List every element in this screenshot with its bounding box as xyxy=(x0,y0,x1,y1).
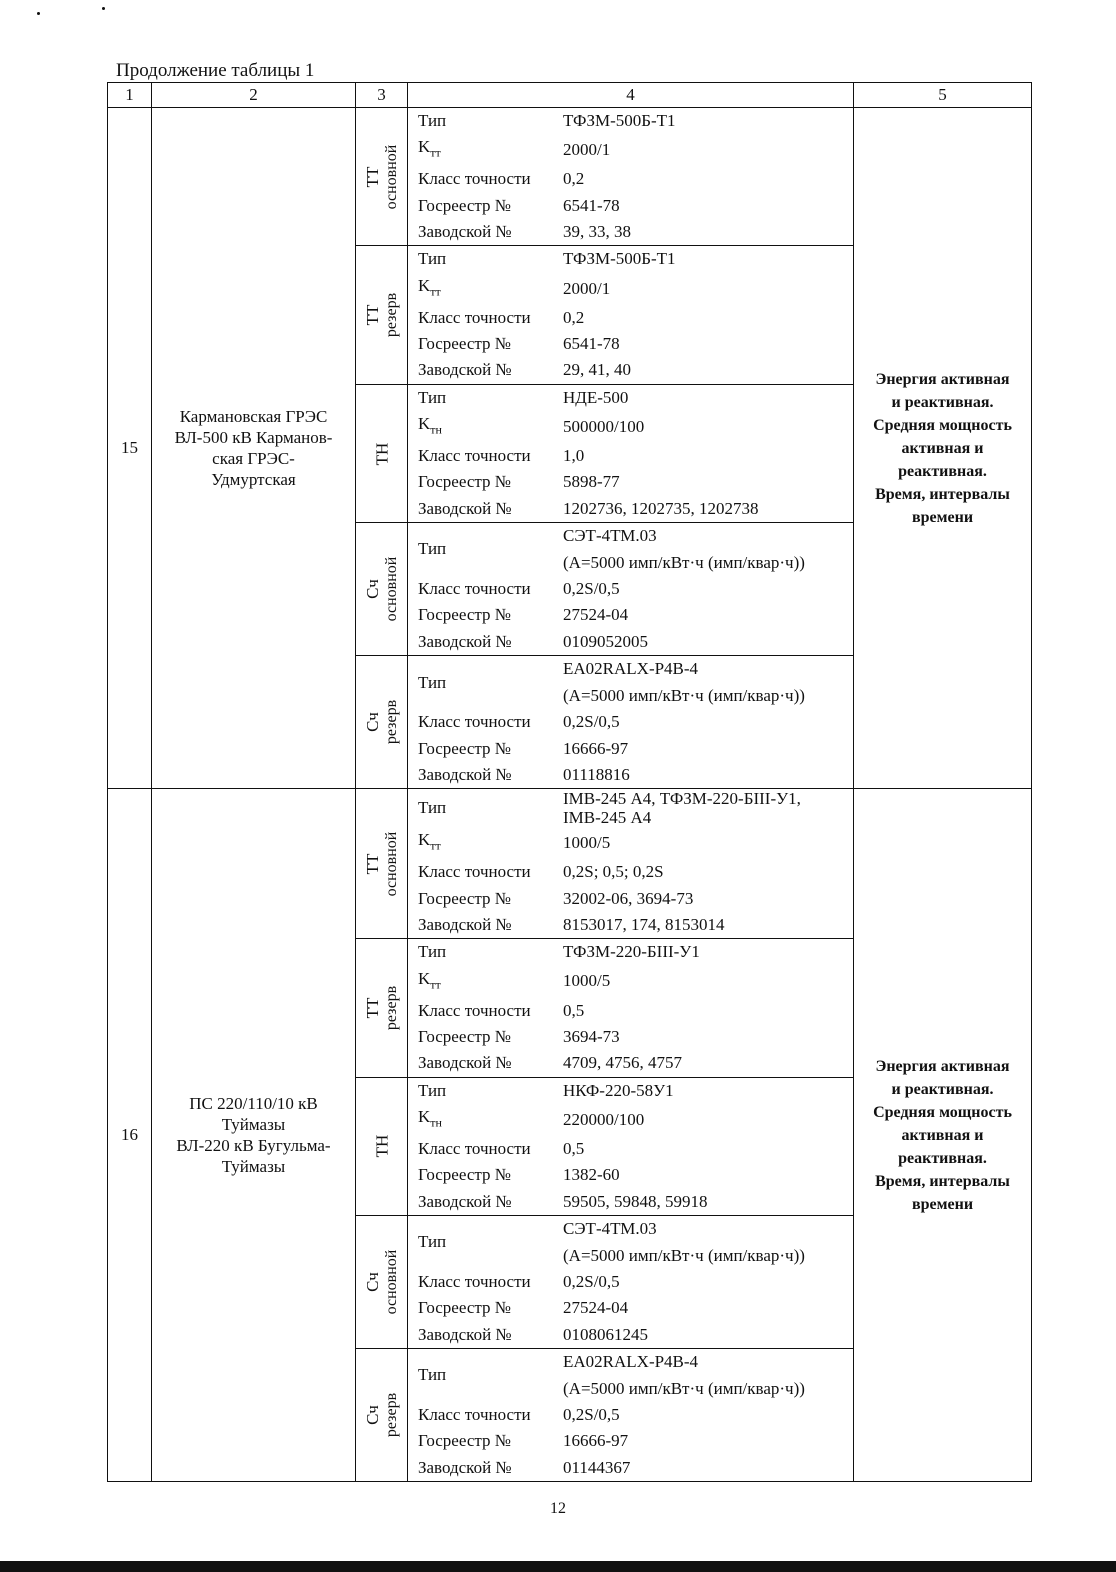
param-name: Класс точности xyxy=(418,307,531,327)
param-row xyxy=(408,998,853,1024)
object-name-line: Удмуртская xyxy=(211,470,296,490)
param-value: ТФЗМ-500Б-Т1 xyxy=(563,249,676,269)
param-name: Класс точности xyxy=(418,1405,531,1425)
object-name-line: Туймазы xyxy=(221,1157,286,1177)
object-name xyxy=(152,108,356,789)
device-params-table xyxy=(408,1078,853,1215)
param-name: $K_{тн}$ xyxy=(418,414,442,437)
ratio-subscript: тн xyxy=(430,1115,442,1130)
table-row xyxy=(108,789,1032,939)
device-params-cell xyxy=(408,384,854,522)
param-row xyxy=(408,1216,853,1242)
data-table xyxy=(107,82,1032,1482)
param-value: 0,2 xyxy=(563,307,585,327)
param-value: НДЕ-500 xyxy=(563,387,629,407)
device-params-table xyxy=(408,246,853,383)
param-row xyxy=(408,246,853,272)
param-row xyxy=(408,108,853,134)
param-name: $K_{тт}$ xyxy=(418,830,441,853)
param-value: (А=5000 имп/кВт·ч (имп/квар·ч)) xyxy=(563,1378,805,1398)
param-name: Госреестр № xyxy=(418,1165,511,1185)
param-row xyxy=(408,576,853,602)
param-row xyxy=(408,219,853,245)
measured-quantities-line: Энергия активная xyxy=(875,1057,1010,1075)
param-row xyxy=(408,736,853,762)
param-row xyxy=(408,411,853,443)
measured-quantities-line: Средняя мощность xyxy=(873,1103,1012,1121)
measured-quantities-line: активная и xyxy=(901,1126,984,1144)
table-row xyxy=(108,108,1032,246)
param-value: 16666-97 xyxy=(563,738,629,758)
param-value: 39, 33, 38 xyxy=(563,222,631,242)
param-row xyxy=(408,1136,853,1162)
device-group-label-line: Сч xyxy=(362,1272,382,1293)
device-group-label-line: основной xyxy=(382,144,400,210)
param-value: 2000/1 xyxy=(563,278,611,298)
page-number: 12 xyxy=(550,1500,566,1517)
param-value: 5898-77 xyxy=(563,472,620,492)
table-header-row xyxy=(108,83,1032,108)
param-value: 0109052005 xyxy=(563,631,648,651)
param-name: Тип xyxy=(418,1080,447,1100)
param-row xyxy=(408,1428,853,1454)
device-group-label-line: ТТ xyxy=(362,997,382,1019)
param-value-line: IMB-245 А4, ТФЗМ-220-БIII-У1, xyxy=(563,789,801,809)
param-row xyxy=(408,273,853,305)
param-row xyxy=(408,789,853,827)
param-name: Заводской № xyxy=(418,914,512,934)
device-params-table xyxy=(408,385,853,522)
device-group-cell xyxy=(356,789,408,939)
param-name: Госреестр № xyxy=(418,1298,511,1318)
param-name: Тип xyxy=(418,539,447,559)
scan-edge-bar xyxy=(0,1561,1116,1572)
param-value: 1202736, 1202735, 1202738 xyxy=(563,498,759,518)
device-group-label-line: резерв xyxy=(382,985,400,1031)
param-value: ЕА02RALX-P4B-4 xyxy=(563,1352,699,1372)
param-value: 6541-78 xyxy=(563,334,620,354)
param-row xyxy=(408,385,853,411)
param-value: (А=5000 имп/кВт·ч (имп/квар·ч)) xyxy=(563,685,805,705)
param-name: Госреестр № xyxy=(418,472,511,492)
device-params-table xyxy=(408,108,853,245)
device-group-label xyxy=(372,1135,391,1158)
column-header: 3 xyxy=(356,83,408,108)
measured-quantities-line: Время, интервалы xyxy=(875,485,1010,503)
param-row xyxy=(408,859,853,885)
device-group-cell xyxy=(356,384,408,522)
param-name: Класс точности xyxy=(418,1000,531,1020)
param-name: $K_{тт}$ xyxy=(418,275,441,299)
param-value: 29, 41, 40 xyxy=(563,360,631,380)
param-name: Класс точности xyxy=(418,712,531,732)
device-params-cell xyxy=(408,246,854,384)
measured-quantities-line: реактивная. xyxy=(898,1149,987,1167)
row-number: 15 xyxy=(108,108,152,789)
param-row xyxy=(408,939,853,965)
object-name-line: ВЛ-220 кВ Бугульма- xyxy=(176,1136,331,1156)
param-row xyxy=(408,1295,853,1321)
device-group-label-line: ТН xyxy=(372,1135,391,1158)
param-row xyxy=(408,1269,853,1295)
device-params-cell xyxy=(408,1216,854,1349)
param-row xyxy=(408,193,853,219)
param-value: 1,0 xyxy=(563,446,585,466)
param-value: 0,2S/0,5 xyxy=(563,1405,620,1425)
param-row xyxy=(408,1024,853,1050)
column-header: 2 xyxy=(152,83,356,108)
param-row xyxy=(408,827,853,859)
device-group-cell xyxy=(356,108,408,246)
param-value: 0,2S/0,5 xyxy=(563,712,620,732)
device-group-label-line: ТН xyxy=(372,442,391,465)
param-name: Госреестр № xyxy=(418,605,511,625)
device-group-label xyxy=(363,1393,401,1437)
device-params-table xyxy=(408,656,853,788)
param-row xyxy=(408,357,853,383)
object-name-line: Туймазы xyxy=(221,1115,286,1135)
measured-quantities-line: и реактивная. xyxy=(891,393,994,411)
param-row xyxy=(408,134,853,166)
device-params-cell xyxy=(408,1077,854,1215)
param-row xyxy=(408,1455,853,1481)
param-row xyxy=(408,912,853,938)
param-row xyxy=(408,966,853,998)
ratio-subscript: тт xyxy=(430,838,441,853)
param-row xyxy=(408,709,853,735)
param-row xyxy=(408,523,853,549)
device-group-cell xyxy=(356,656,408,789)
column-header: 1 xyxy=(108,83,152,108)
device-group-label-line: Сч xyxy=(362,712,382,733)
param-value: ТФЗМ-220-БIII-У1 xyxy=(563,942,700,962)
column-header: 5 xyxy=(854,83,1032,108)
measured-quantities-line: Энергия активная xyxy=(875,370,1010,388)
param-row xyxy=(408,496,853,522)
object-name-line: Кармановская ГРЭС xyxy=(179,407,328,427)
param-name: Класс точности xyxy=(418,169,531,189)
param-name: Заводской № xyxy=(418,498,512,518)
ratio-subscript: тт xyxy=(430,284,441,299)
param-row xyxy=(408,1104,853,1136)
device-group-label xyxy=(363,986,401,1030)
device-group-label-line: ТТ xyxy=(362,166,382,188)
row-number: 16 xyxy=(108,789,152,1482)
device-params-cell xyxy=(408,939,854,1077)
param-name: Тип xyxy=(418,249,447,269)
param-row xyxy=(408,305,853,331)
param-row xyxy=(408,469,853,495)
param-value: 220000/100 xyxy=(563,1109,645,1129)
device-group-label-line: Сч xyxy=(362,579,382,600)
device-params-cell xyxy=(408,789,854,939)
param-value: (А=5000 имп/кВт·ч (имп/квар·ч)) xyxy=(563,552,805,572)
param-name: Тип xyxy=(418,1232,447,1252)
device-params-table xyxy=(408,1349,853,1481)
device-group-cell xyxy=(356,939,408,1077)
param-name: Госреестр № xyxy=(418,195,511,215)
param-name: Класс точности xyxy=(418,446,531,466)
param-name: Заводской № xyxy=(418,222,512,242)
param-value: 6541-78 xyxy=(563,195,620,215)
device-group-label xyxy=(363,1250,401,1315)
device-group-cell xyxy=(356,1349,408,1482)
param-name: Тип xyxy=(418,798,447,818)
device-group-label-line: основной xyxy=(382,1249,400,1315)
param-value: ТФЗМ-500Б-Т1 xyxy=(563,111,676,130)
ratio-subscript: тт xyxy=(430,977,441,992)
param-value: 01144367 xyxy=(563,1457,631,1477)
device-params-table xyxy=(408,939,853,1076)
table-caption: Продолжение таблицы 1 xyxy=(116,60,315,81)
param-row xyxy=(408,1189,853,1215)
measured-quantities xyxy=(854,789,1032,1482)
param-row xyxy=(408,656,853,682)
param-value xyxy=(555,789,853,827)
device-group-cell xyxy=(356,246,408,384)
param-name: Госреестр № xyxy=(418,888,511,908)
device-params-cell xyxy=(408,656,854,789)
object-name-line: ВЛ-500 кВ Карманов- xyxy=(174,428,333,448)
device-group-label-line: резерв xyxy=(382,700,400,745)
param-value: 01118816 xyxy=(563,764,630,784)
param-value: 59505, 59848, 59918 xyxy=(563,1191,708,1211)
param-value: СЭТ-4ТМ.03 xyxy=(563,526,657,546)
measured-quantities-line: времени xyxy=(911,1195,974,1213)
param-row xyxy=(408,1322,853,1348)
device-group-label xyxy=(363,831,401,896)
measured-quantities-line: и реактивная. xyxy=(891,1080,994,1098)
scan-speck xyxy=(102,7,105,10)
device-params-cell xyxy=(408,523,854,656)
param-value: 0108061245 xyxy=(563,1324,648,1344)
device-group-label xyxy=(363,293,401,337)
device-group-label xyxy=(363,557,401,622)
param-name: Заводской № xyxy=(418,1053,512,1073)
param-row xyxy=(408,1162,853,1188)
param-value: 1000/5 xyxy=(563,971,611,991)
param-name: Заводской № xyxy=(418,1191,512,1211)
device-group-cell xyxy=(356,1216,408,1349)
param-name: Госреестр № xyxy=(418,1431,511,1451)
device-group-label-line: основной xyxy=(382,831,400,897)
device-params-table xyxy=(408,523,853,655)
device-params-cell xyxy=(408,108,854,246)
param-name: $K_{тт}$ xyxy=(418,968,441,992)
ratio-subscript: тн xyxy=(430,422,442,437)
param-name: Заводской № xyxy=(418,631,512,651)
param-value: СЭТ-4ТМ.03 xyxy=(563,1219,657,1239)
device-group-label-line: резерв xyxy=(382,292,400,338)
device-group-label-line: Сч xyxy=(362,1405,382,1426)
param-value: 500000/100 xyxy=(563,416,645,436)
param-row xyxy=(408,1402,853,1428)
param-value-line: IMB-245 А4 xyxy=(563,808,652,828)
param-value: 0,2 xyxy=(563,169,585,189)
param-value: 32002-06, 3694-73 xyxy=(563,888,694,908)
param-value: 0,5 xyxy=(563,1000,585,1020)
param-name: Заводской № xyxy=(418,360,512,380)
param-row xyxy=(408,1050,853,1076)
param-name: Госреестр № xyxy=(418,1026,511,1046)
param-value: 27524-04 xyxy=(563,605,629,625)
param-name: Госреестр № xyxy=(418,738,511,758)
device-group-label xyxy=(363,144,401,209)
device-group-cell xyxy=(356,1077,408,1215)
param-name: Заводской № xyxy=(418,1324,512,1344)
device-group-label-line: ТТ xyxy=(362,853,382,875)
device-group-cell xyxy=(356,523,408,656)
param-name: Тип xyxy=(418,111,447,130)
param-name: Класс точности xyxy=(418,579,531,599)
object-name-line: ПС 220/110/10 кВ xyxy=(189,1094,318,1114)
param-row xyxy=(408,1078,853,1104)
param-value: НКФ-220-58У1 xyxy=(563,1080,674,1100)
param-name: $K_{тн}$ xyxy=(418,1107,442,1130)
param-row xyxy=(408,886,853,912)
param-name: Заводской № xyxy=(418,1457,512,1477)
device-params-table xyxy=(408,789,853,938)
param-name: Тип xyxy=(418,1365,447,1385)
measured-quantities xyxy=(854,108,1032,789)
scan-speck xyxy=(37,12,40,15)
param-name: Класс точности xyxy=(418,862,531,882)
device-params-table xyxy=(408,1216,853,1348)
param-row xyxy=(408,762,853,788)
param-value: ЕА02RALX-P4B-4 xyxy=(563,659,699,679)
param-value: 3694-73 xyxy=(563,1026,620,1046)
measured-quantities-line: Время, интервалы xyxy=(875,1172,1010,1190)
param-name: Класс точности xyxy=(418,1138,531,1158)
param-name: Тип xyxy=(418,942,447,962)
param-name: Тип xyxy=(418,387,447,407)
measured-quantities-line: активная и xyxy=(901,439,984,457)
param-row xyxy=(408,331,853,357)
param-value: 8153017, 174, 8153014 xyxy=(563,914,725,934)
param-value: 1382-60 xyxy=(563,1165,620,1185)
param-value: 0,2S; 0,5; 0,2S xyxy=(563,862,664,882)
ratio-subscript: тт xyxy=(430,145,441,160)
param-name: Госреестр № xyxy=(418,334,511,354)
measured-quantities-line: реактивная. xyxy=(898,462,987,480)
param-row xyxy=(408,602,853,628)
measured-quantities-line: Средняя мощность xyxy=(873,416,1012,434)
param-name: Заводской № xyxy=(418,764,512,784)
param-row xyxy=(408,1349,853,1375)
device-group-label xyxy=(372,442,391,465)
object-name xyxy=(152,789,356,1482)
measured-quantities-line: времени xyxy=(911,508,974,526)
param-value: (А=5000 имп/кВт·ч (имп/квар·ч)) xyxy=(563,1245,805,1265)
param-value: 0,5 xyxy=(563,1138,585,1158)
param-row xyxy=(408,629,853,655)
device-params-cell xyxy=(408,1349,854,1482)
param-name: Тип xyxy=(418,672,447,692)
param-value: 27524-04 xyxy=(563,1298,629,1318)
param-value: 4709, 4756, 4757 xyxy=(563,1053,682,1073)
device-group-label-line: ТТ xyxy=(362,304,382,326)
param-value: 1000/5 xyxy=(563,833,611,853)
param-row xyxy=(408,166,853,192)
param-value: 0,2S/0,5 xyxy=(563,1272,620,1291)
device-group-label-line: основной xyxy=(382,556,400,622)
column-header: 4 xyxy=(408,83,854,108)
param-name: Класс точности xyxy=(418,1272,531,1291)
device-group-label-line: резерв xyxy=(382,1393,400,1438)
param-row xyxy=(408,443,853,469)
param-value: 16666-97 xyxy=(563,1431,629,1451)
object-name-line: ская ГРЭС- xyxy=(212,449,295,469)
param-value: 2000/1 xyxy=(563,140,611,160)
param-value: 0,2S/0,5 xyxy=(563,579,620,599)
param-name: $K_{тт}$ xyxy=(418,137,441,160)
device-group-label xyxy=(363,700,401,744)
